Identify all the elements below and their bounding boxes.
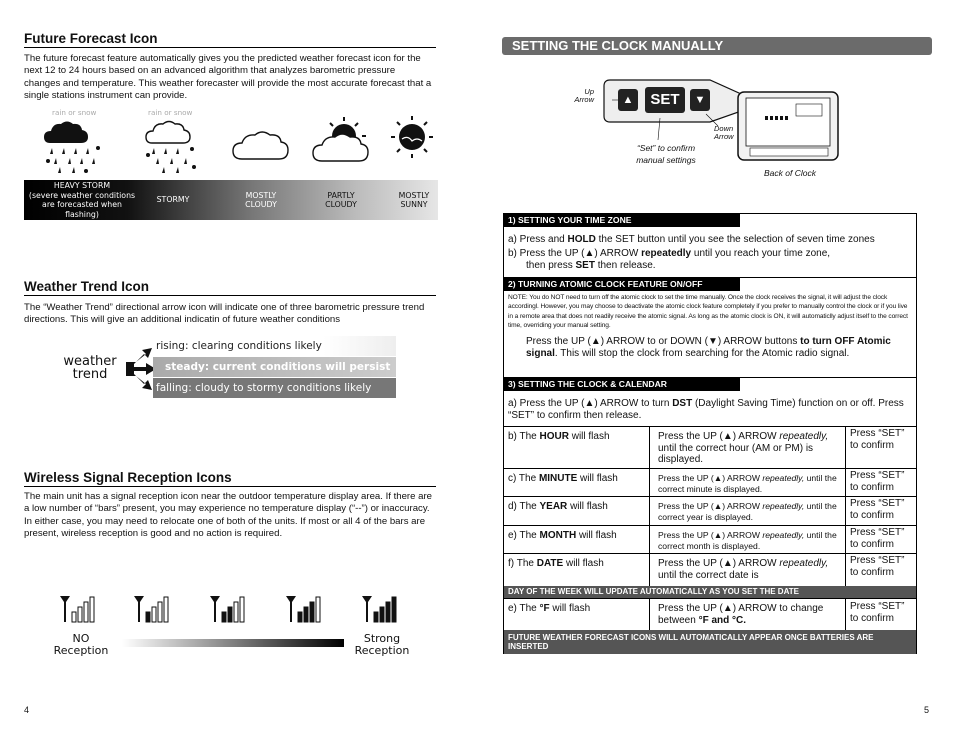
s3-row-right: Press “SET” to confirm (850, 527, 905, 550)
forecast-label-strip (24, 180, 438, 220)
s3-row-left: e) The MONTH will flash (508, 530, 617, 541)
s3-row-vline (649, 496, 650, 525)
signal-strength-icon (60, 596, 94, 622)
trend-icon-label (60, 355, 120, 381)
day-of-week-banner: DAY OF THE WEEK WILL UPDATE AUTOMATICALLY AS YOU SET THE DATE (504, 586, 916, 598)
clock-manual-title: SETTING THE CLOCK MANUALLY (502, 37, 932, 55)
set-confirm-caption-2: manual settings (636, 155, 696, 165)
no-reception-line2: Reception (53, 644, 109, 657)
down-arrow-button[interactable]: ▼ (690, 89, 710, 111)
strong-reception-label (347, 633, 417, 657)
trend-rising: rising: clearing conditions likely (153, 336, 396, 356)
s1-step-b2: then press SET then release. (526, 260, 656, 271)
signal-strength-icon (362, 596, 396, 622)
s3-row-divider (504, 525, 916, 526)
section2-header: 2) TURNING ATOMIC CLOCK FEATURE ON/OFF (504, 278, 740, 291)
up-arrow-caption-1: Up (584, 87, 594, 96)
signal-icons (50, 594, 410, 626)
page-number-right: 5 (924, 705, 930, 715)
s3-row-vline (845, 553, 846, 586)
forecast-heading: Future Forecast Icon (24, 31, 436, 48)
signal-strength-icon (286, 596, 320, 622)
heavy-storm-icon (44, 122, 100, 174)
trend-steady: steady: current conditions will persist (153, 357, 396, 377)
s3-row-vline (845, 496, 846, 525)
s3-row-mid: Press the UP (▲) ARROW repeatedly, until the correct hour (AM or PM) is displayed. (658, 431, 829, 466)
trend-falling: falling: cloudy to stormy conditions likely (153, 378, 396, 398)
trend-body: The “Weather Trend” directional arrow icon will indicate one of three barometric pressure trend directions. This will give an additional indicatin of future weather conditions (24, 302, 425, 326)
rain-snow-tag-2: rain or snow (148, 108, 193, 117)
e2-vline-1 (649, 598, 650, 630)
strong-reception-line2: Reception (354, 644, 410, 657)
page-number-left: 4 (24, 705, 30, 715)
up-arrow-caption (568, 88, 594, 104)
up-arrow-caption-2: Arrow (574, 95, 594, 104)
down-arrow-caption (714, 125, 734, 141)
back-of-clock-caption: Back of Clock (764, 168, 816, 178)
signal-strength-icon (134, 596, 168, 622)
set-confirm-caption-1: “Set” to confirm (636, 143, 696, 153)
mostly-cloudy-icon (233, 132, 288, 159)
section1-header: 1) SETTING YOUR TIME ZONE (504, 214, 740, 227)
s3-row-left: f) The DATE will flash (508, 558, 604, 569)
signal-gradient-bar (122, 639, 344, 647)
forecast-label-heavy-storm: HEAVY STORM (severe weather conditions are forecasted when flashing) (28, 181, 136, 219)
section3-header: 3) SETTING THE CLOCK & CALENDAR (504, 378, 740, 391)
s2-instruction: Press the UP (▲) ARROW to or DOWN (▼) ARROW buttons to turn OFF Atomic signal. This will stop the clock from searching for the Atomic radio signal. (526, 336, 891, 359)
s3-row-left: b) The HOUR will flash (508, 431, 610, 442)
forecast-label-mostly-cloudy: MOSTLY CLOUDY (245, 190, 277, 209)
forecast-label-stormy: STORMY (156, 195, 190, 205)
s3-row-divider (504, 496, 916, 497)
e2-right: Press “SET” to confirm (850, 601, 905, 624)
s3-row-left: d) The YEAR will flash (508, 501, 608, 512)
instructions-table (503, 213, 917, 654)
signal-body: The main unit has a signal reception icon near the outdoor temperature display area. If there are a low number of “bars” present, you may experience no temperature display (“--”) or inaccuracy. In either case, you may need to relocate one of both of the units. If most or all 4 of the bars are present, wireless reception is good and no action is required. (24, 491, 432, 540)
down-arrow-caption-1: Down (714, 124, 734, 133)
s1-step-b: b) Press the UP (▲) ARROW repeatedly until you reach your time zone, (508, 248, 831, 259)
set-button[interactable]: SET (645, 87, 685, 113)
signal-heading: Wireless Signal Reception Icons (24, 470, 436, 487)
e2-mid: Press the UP (▲) ARROW to change between °F and °C. (658, 603, 824, 626)
s3-row-left: c) The MINUTE will flash (508, 473, 618, 484)
down-arrow-caption-2: Arrow (714, 132, 734, 141)
s2-note: NOTE: You do NOT need to turn off the atomic clock to set the time manually. Once the clock receives the signal, it will adjust the clock accordingl. However, you may choose to deactivate the atomic clock feature completely if you prefer to manually control the clock or if you live in a remote area that does not readily receive the atomic signal. As long as the atomic clock is ON, it will automaticlly adjust itself to the correct time, overriding your manual setting. (508, 294, 908, 330)
e2-vline-2 (845, 598, 846, 630)
s3-row-mid: Press the UP (▲) ARROW repeatedly, until the correct month is displayed. (658, 530, 837, 551)
s3-row-right: Press “SET” to confirm (850, 470, 905, 493)
s3-row-right: Press “SET” to confirm (850, 498, 905, 521)
s3-row-vline (649, 426, 650, 468)
no-reception-line1: NO (72, 632, 90, 645)
s3-row-vline (845, 525, 846, 553)
s3-row-vline (845, 426, 846, 468)
trend-icon-label-line1: weather (63, 354, 117, 369)
partly-cloudy-icon (313, 117, 368, 161)
forecast-icons-banner: FUTURE WEATHER FORECAST ICONS WILL AUTOMATICALLY APPEAR ONCE BATTERIES ARE INSERTED (504, 630, 916, 654)
forecast-label-mostly-sunny: MOSTLY SUNNY (398, 190, 430, 209)
trend-icon-label-line2: trend (72, 367, 108, 382)
s3-row-vline (649, 553, 650, 586)
e2-left: e) The °F will flash (508, 603, 591, 614)
trend-heading: Weather Trend Icon (24, 279, 436, 296)
s3-row-vline (649, 468, 650, 496)
s3-row-right: Press “SET” to confirm (850, 555, 905, 578)
s3-row-divider (504, 553, 916, 554)
stormy-icon (146, 122, 196, 174)
s3-row-vline (845, 468, 846, 496)
forecast-label-partly-cloudy: PARTLY CLOUDY (325, 190, 357, 209)
rain-snow-tag-1: rain or snow (52, 108, 97, 117)
s3-row-right: Press “SET” to confirm (850, 428, 905, 451)
s3-row-divider (504, 426, 916, 427)
s3-row-mid: Press the UP (▲) ARROW repeatedly, until the correct minute is displayed. (658, 473, 837, 494)
s3-row-divider (504, 468, 916, 469)
strong-reception-line1: Strong (363, 632, 401, 645)
signal-strength-icon (210, 596, 244, 622)
s3-step-a: a) Press the UP (▲) ARROW to turn DST (Daylight Saving Time) function on or off. Press “SET” to confirm then release. (508, 398, 904, 421)
forecast-body: The future forecast feature automatically gives you the predicted weather forecast icon for the next 12 to 24 hours based on an advanced algorithm that analyzes barometric pressure changes and temperature. This weather forecaster will provide the most accurate forecast that a single stations instrument can provide. (24, 53, 432, 102)
s3-row-vline (649, 525, 650, 553)
mostly-sunny-icon (391, 116, 433, 158)
s3-row-mid: Press the UP (▲) ARROW repeatedly, until the correct year is displayed. (658, 501, 837, 522)
forecast-icons (24, 115, 438, 177)
divider-e2 (504, 598, 916, 599)
set-confirm-caption (630, 142, 702, 166)
s1-step-a: a) Press and HOLD the SET button until you see the selection of seven time zones (508, 234, 875, 245)
s3-row-mid: Press the UP (▲) ARROW repeatedly, until the correct date is (658, 558, 829, 581)
no-reception-label (46, 633, 116, 657)
up-arrow-button[interactable]: ▲ (618, 89, 638, 111)
